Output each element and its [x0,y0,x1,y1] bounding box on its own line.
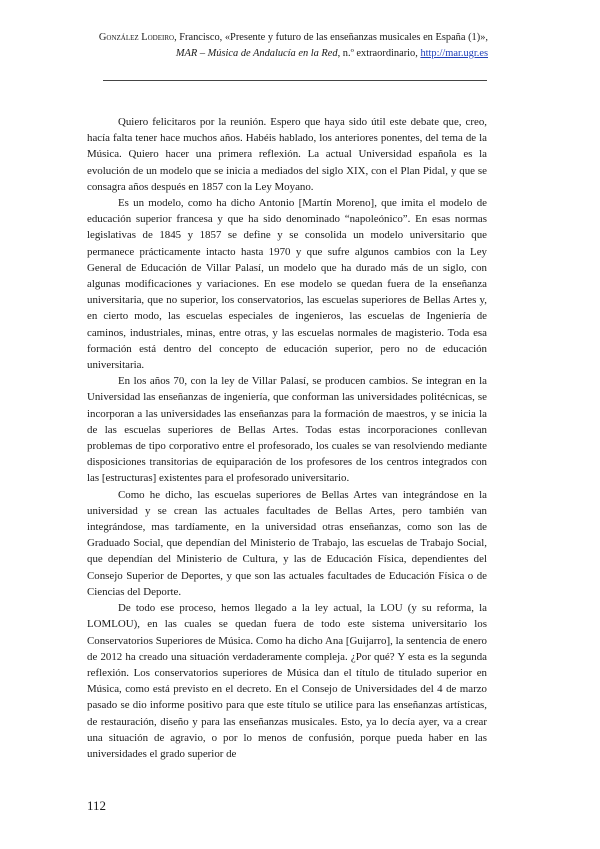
header-journal: MAR – Música de Andalucía en la Red [175,47,338,59]
header-rule [103,80,487,81]
header-article-title: , Francisco, «Presente y futuro de las enseñanzas musicales en España (1)», [174,32,488,43]
header-author: González Lodeiro [98,32,175,43]
running-header [68,30,488,61]
paragraph: Quiero felicitaros por la reunión. Espero que haya sido útil este debate que, creo, hacía falta tener hace muchos años. Habéis hablado, los anteriores ponentes, del tema de la Música. Quiero hacer una primera reflexión. La actual Universidad española es la evolución de un modelo que se inicia a mediados del siglo XIX, con el Plan Pidal, y que se consagra años después en 1857 con la Ley Moyano. [87,116,487,193]
paragraph: De todo ese proceso, hemos llegado a la ley actual, la LOU (y su reforma, la LOMLOU), en las cuales se quedan fuera de todo este sistema universitario los Conservatorios Superiores de Música. Como ha dicho Ana [Guijarro], la sentencia de enero de 2012 ha creado una situación verdaderamente compleja. ¿Por qué? Y esta es la segunda reflexión. Los conservatorios superiores de Música dan el título de titulado superior en Música, como está previsto en el decreto. En el Consejo de Universidades del 4 de marzo pasado se dio informe positivo para que este título se utilice para las enseñanzas artísticas, de restauración, diseño y para las enseñanzas musicales. Esto, ya lo decía ayer, va a crear una situación de agravio, o por lo menos de confusión, porque pueda haber en las universidades el grado superior de [87,602,487,760]
paragraph: Es un modelo, como ha dicho Antonio [Martín Moreno], que imita el modelo de educación superior francesa y que ha sido denominado “napoleónico”. En esas normas legislativas de 1845 y 1857 se define y se consolida un modelo universitario que permanece prácticamente intacto hasta 1970 y que sufre algunos cambios con la Ley General de Educación de Villar Palasí, un modelo que ha durado más de un siglo, con algunas modificaciones y variaciones. En ese modelo se quedan fuera de la enseñanza universitaria, que no superior, los conservatorios, las escuelas superiores de Bellas Artes y, en cierto modo, las escuelas especiales de ingenieros, las escuelas de Ingeniería de caminos, industriales, minas, entre otras, y las escuelas normales de magisterio. Toda esa formación está dentro del concepto de educación superior, pero no de educación universitaria. [87,197,487,372]
paragraph: Como he dicho, las escuelas superiores de Bellas Artes van integrándose en la universidad y se crean las actuales facultades de Bellas Artes, pero también van integrándose, mas tardíamente, en la universidad otras enseñanzas, como son las de Graduado Social, que dependían del Ministerio de Trabajo, las escuelas de Trabajo Social, que dependían del Ministerio de Cultura, y las de Educación Física, dependientes del Consejo Superior de Deportes, y que son las actuales facultades de Educación Física o de Ciencias del Deporte. [87,488,487,598]
body-text [87,114,487,762]
header-issue: , n.º extraordinario, [337,47,421,59]
page-number: 112 [87,798,107,813]
paragraph: En los años 70, con la ley de Villar Palasí, se producen cambios. Se integran en la Universidad las enseñanzas de ingeniería, que conforman las universidades politécnicas, se incorporan a las universidades las enseñanzas para la formación de maestros, y se inicia la de las escuelas superiores de Bellas Artes. Todas estas incorporaciones conllevan problemas de tipo corporativo entre el profesorado, los cuales se van resolviendo mediante disposiciones transitorias de equiparación de los profesores de los centros integrados con las [estructuras] existentes para el profesorado universitario. [87,375,487,485]
header-url-link[interactable]: http://mar.ugr.es [420,47,488,59]
